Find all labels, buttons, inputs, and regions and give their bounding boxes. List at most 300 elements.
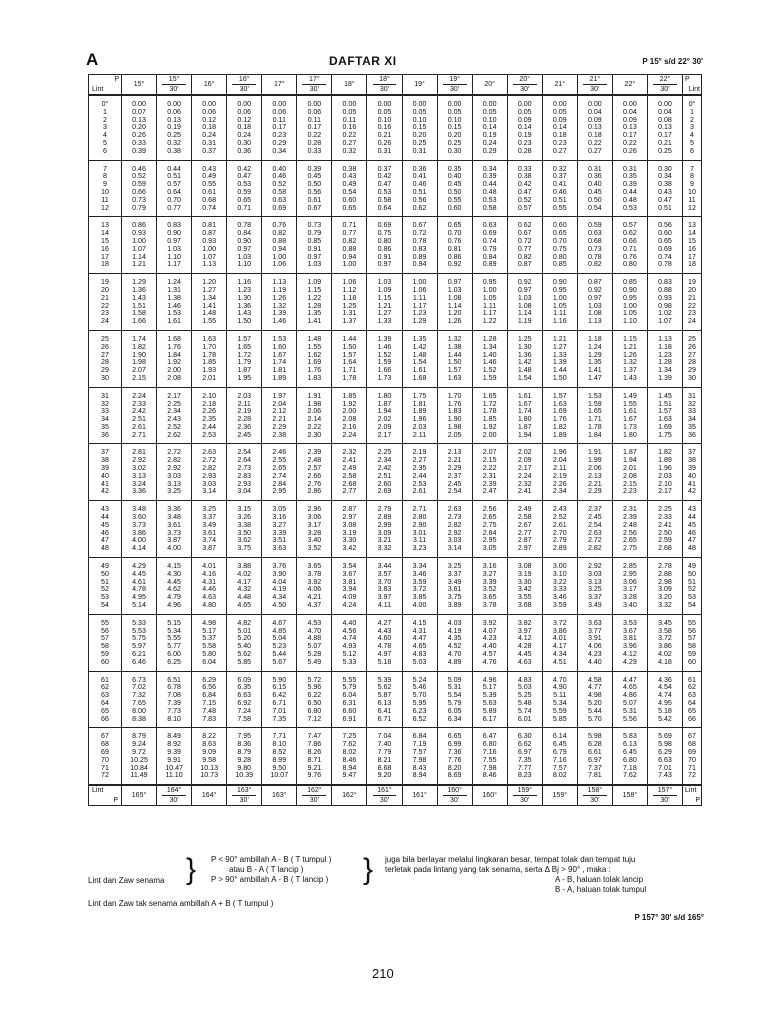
- col-minutes: 30': [583, 795, 607, 804]
- top-corner-right: [683, 75, 702, 96]
- value-cell: 2.31 2.39 2.48 2.56 2.65 2.75: [612, 501, 647, 558]
- value-cell: 2.56 2.65 2.75 2.84 2.95 3.05: [472, 501, 507, 558]
- table-row-block: [89, 217, 702, 274]
- col-minutes: 30': [302, 795, 326, 804]
- value-cell: 1.49 1.55 1.61 1.67 1.73 1.80: [612, 387, 647, 444]
- value-cell: 1.96 2.04 2.11 2.19 2.26 2.34: [542, 444, 577, 501]
- value-cell: 1.61 1.67 1.74 1.80 1.87 1.94: [507, 387, 542, 444]
- value-cell: 1.35 1.42 1.48 1.54 1.61 1.68: [402, 330, 437, 387]
- top-col-header: [192, 75, 227, 96]
- col-degree: 162°: [307, 787, 322, 795]
- value-cell: 2.85 2.95 3.06 3.17 3.28 3.40: [612, 558, 647, 615]
- corner-p-label: P: [114, 76, 119, 83]
- value-cell: 4.83 5.03 5.25 5.48 5.74 6.01: [507, 671, 542, 728]
- col-minutes: 30': [443, 795, 467, 804]
- value-cell: 6.47 6.80 7.16 7.55 7.98 8.46: [472, 728, 507, 785]
- lint-cell-right: 0° 1 2 3 4 5 6: [683, 95, 702, 160]
- col-minutes: 30': [583, 84, 607, 93]
- value-cell: 2.17 2.25 2.34 2.43 2.52 2.62: [157, 387, 192, 444]
- value-cell: 0.57 0.62 0.66 0.71 0.76 0.80: [612, 217, 647, 274]
- value-cell: 1.68 1.76 1.84 1.92 2.00 2.08: [157, 330, 192, 387]
- value-cell: 0.59 0.63 0.68 0.73 0.78 0.82: [577, 217, 612, 274]
- lint-cell-left: 7 8 9 10 11 12: [89, 160, 122, 217]
- corner-p-label: P: [113, 797, 118, 805]
- value-cell: 4.15 4.31 4.47 4.65 4.83 5.03: [402, 614, 437, 671]
- col-minutes: 30': [373, 84, 397, 93]
- value-cell: 5.69 5.98 6.29 6.63 7.01 7.43: [647, 728, 682, 785]
- value-cell: 6.51 6.78 7.08 7.39 7.73 8.10: [157, 671, 192, 728]
- value-cell: 0.62 0.67 0.72 0.77 0.82 0.87: [507, 217, 542, 274]
- table-row-block: [89, 387, 702, 444]
- col-degree: 16°: [238, 76, 250, 83]
- page-header: [0, 50, 768, 74]
- value-cell: 0.00 0.05 0.09 0.14 0.18 0.23 0.27: [542, 95, 577, 160]
- bottom-col-header: [612, 785, 647, 806]
- col-degree: 16°: [203, 81, 215, 88]
- col-degree: 18°: [379, 76, 390, 83]
- value-cell: 5.33 5.53 5.75 5.97 6.21 6.46: [122, 614, 157, 671]
- col-degree: 20°: [484, 81, 495, 88]
- value-cell: 1.87 1.94 2.01 2.08 2.15 2.23: [612, 444, 647, 501]
- value-cell: 0.38 0.43 0.49 0.54 0.60 0.65: [332, 160, 367, 217]
- value-cell: 0.69 0.75 0.80 0.86 0.91 0.97: [367, 217, 402, 274]
- value-cell: 3.72 3.86 4.01 4.17 4.34 4.51: [542, 614, 577, 671]
- lint-cell-left: 67 68 69 70 71 72: [89, 728, 122, 785]
- lint-cell-left: 43 44 45 46 47 48: [89, 501, 122, 558]
- table-row-block: [89, 330, 702, 387]
- value-cell: 2.96 3.06 3.17 3.28 3.40 3.52: [297, 501, 332, 558]
- value-cell: 4.70 4.90 5.11 5.34 5.59 5.85: [542, 671, 577, 728]
- value-cell: 1.75 1.81 1.89 1.96 2.03 2.11: [402, 387, 437, 444]
- note-juga-line1: juga bila berlayar melalui lingkaran besar, tempat tolak dan tempat tuju: [385, 855, 636, 864]
- value-cell: 0.76 0.82 0.88 0.94 1.00 1.06: [262, 217, 297, 274]
- value-cell: 2.71 2.80 2.90 3.01 3.11 3.23: [402, 501, 437, 558]
- value-cell: 0.60 0.65 0.70 0.75 0.80 0.85: [542, 217, 577, 274]
- note-p-lt-90: P < 90° ambillah A - B ( T tumpul ): [211, 855, 332, 864]
- value-cell: 7.95 8.36 8.79 9.28 9.80 10.39: [227, 728, 262, 785]
- value-cell: 2.54 2.64 2.73 2.83 2.93 3.04: [227, 444, 262, 501]
- value-cell: 1.28 1.34 1.40 1.46 1.52 1.59: [472, 330, 507, 387]
- value-cell: 2.81 2.92 3.02 3.13 3.24 3.36: [122, 444, 157, 501]
- bottom-col-header: [262, 785, 297, 806]
- value-cell: 0.31 0.35 0.39 0.44 0.48 0.53: [612, 160, 647, 217]
- col-degree: 164°: [166, 787, 182, 795]
- bottom-col-header: [192, 785, 227, 806]
- value-cell: 0.42 0.47 0.53 0.59 0.65 0.71: [227, 160, 262, 217]
- value-cell: 3.25 3.37 3.49 3.61 3.74 3.87: [192, 501, 227, 558]
- value-cell: 0.83 0.90 0.97 1.03 1.10 1.17: [157, 217, 192, 274]
- lint-cell-right: 13 14 15 16 17 18: [683, 217, 702, 274]
- value-cell: 4.98 5.17 5.37 5.58 5.80 6.04: [192, 614, 227, 671]
- value-cell: 1.63 1.70 1.78 1.85 1.93 2.01: [192, 330, 227, 387]
- bottom-col-header: [542, 785, 577, 806]
- lint-cell-left: 31 32 33 34 35 36: [89, 387, 122, 444]
- lint-cell-right: 55 56 57 58 59 60: [683, 614, 702, 671]
- angle-range-bottom: P 157° 30' s/d 165°: [634, 913, 704, 922]
- value-cell: 1.25 1.30 1.36 1.42 1.48 1.54: [507, 330, 542, 387]
- value-cell: 4.96 5.17 5.39 5.63 5.89 6.17: [472, 671, 507, 728]
- top-col-header: [437, 75, 472, 96]
- note-b-minus-a: B - A, haluan tolak tumpul: [555, 885, 647, 894]
- value-cell: 0.00 0.05 0.10 0.15 0.20 0.25 0.30: [437, 95, 472, 160]
- value-cell: 0.67 0.72 0.78 0.83 0.89 0.94: [402, 217, 437, 274]
- col-degree: 165°: [131, 792, 147, 800]
- value-cell: 3.08 3.19 3.30 3.42 3.55 3.68: [507, 558, 542, 615]
- lint-cell-right: 7 8 9 10 11 12: [683, 160, 702, 217]
- value-cell: 0.33 0.38 0.42 0.47 0.52 0.57: [507, 160, 542, 217]
- value-cell: 2.46 2.55 2.65 2.74 2.84 2.95: [262, 444, 297, 501]
- col-degree: 162°: [342, 792, 357, 800]
- value-cell: 6.84 7.19 7.57 7.98 8.43 8.94: [402, 728, 437, 785]
- value-cell: 0.34 0.39 0.44 0.48 0.53 0.58: [472, 160, 507, 217]
- top-col-header: [332, 75, 367, 96]
- bottom-col-header: [157, 785, 192, 806]
- value-cell: 4.47 4.65 4.86 5.07 5.31 5.56: [612, 671, 647, 728]
- value-cell: 4.15 4.30 4.45 4.62 4.79 4.96: [157, 558, 192, 615]
- lint-cell-left: 49 50 51 52 53 54: [89, 558, 122, 615]
- value-cell: 0.32 0.37 0.41 0.46 0.51 0.55: [542, 160, 577, 217]
- value-cell: 5.39 5.62 5.87 6.13 6.41 6.71: [367, 671, 402, 728]
- value-cell: 1.53 1.60 1.67 1.74 1.81 1.89: [262, 330, 297, 387]
- col-degree: 160°: [447, 787, 462, 795]
- value-cell: 4.53 4.70 4.88 5.07 5.28 5.49: [297, 614, 332, 671]
- col-degree: 20°: [519, 76, 531, 83]
- value-cell: 2.32 2.41 2.49 2.58 2.68 2.77: [332, 444, 367, 501]
- value-cell: 1.48 1.55 1.62 1.69 1.76 1.83: [297, 330, 332, 387]
- lint-cell-right: 61 62 63 64 65 66: [683, 671, 702, 728]
- page-title: DAFTAR XI: [329, 54, 397, 68]
- col-degree: 18°: [344, 81, 355, 88]
- table-row-block: [89, 558, 702, 615]
- value-cell: 4.40 4.56 4.74 4.93 5.12 5.33: [332, 614, 367, 671]
- value-cell: 0.43 0.49 0.55 0.61 0.68 0.74: [192, 160, 227, 217]
- value-cell: 1.09 1.15 1.22 1.28 1.35 1.41: [297, 274, 332, 331]
- col-minutes: 30': [162, 84, 186, 93]
- value-cell: 0.86 0.93 1.00 1.07 1.14 1.21: [122, 217, 157, 274]
- value-cell: 2.39 2.48 2.57 2.66 2.76 2.86: [297, 444, 332, 501]
- value-cell: 0.00 0.04 0.08 0.13 0.17 0.21 0.25: [647, 95, 682, 160]
- value-cell: 2.19 2.27 2.35 2.44 2.53 2.61: [402, 444, 437, 501]
- table-row-block: [89, 274, 702, 331]
- value-cell: 1.80 1.87 1.94 2.02 2.09 2.17: [367, 387, 402, 444]
- value-cell: 1.00 1.06 1.11 1.17 1.23 1.29: [402, 274, 437, 331]
- bottom-col-header: [647, 785, 682, 806]
- value-cell: 0.00 0.05 0.11 0.16 0.22 0.27 0.32: [332, 95, 367, 160]
- value-cell: 3.44 3.57 3.70 3.83 3.97 4.11: [367, 558, 402, 615]
- value-cell: 0.71 0.77 0.82 0.88 0.94 1.00: [332, 217, 367, 274]
- top-col-header: [262, 75, 297, 96]
- value-cell: 0.35 0.40 0.45 0.50 0.55 0.60: [437, 160, 472, 217]
- value-cell: 2.63 2.72 2.82 2.93 3.03 3.14: [192, 444, 227, 501]
- lint-cell-right: 31 32 33 34 35 36: [683, 387, 702, 444]
- value-cell: 1.91 1.98 2.06 2.14 2.22 2.30: [297, 387, 332, 444]
- value-cell: 1.44 1.50 1.57 1.64 1.71 1.78: [332, 330, 367, 387]
- value-cell: 3.36 3.48 3.61 3.73 3.87 4.00: [157, 501, 192, 558]
- value-cell: 0.39 0.45 0.50 0.56 0.61 0.67: [297, 160, 332, 217]
- value-cell: 1.70 1.76 1.83 1.90 1.98 2.05: [437, 387, 472, 444]
- bottom-col-header: [402, 785, 437, 806]
- table-row-block: [89, 728, 702, 785]
- col-degree: 15°: [133, 81, 145, 88]
- value-cell: 3.15 3.26 3.38 3.50 3.62 3.75: [227, 501, 262, 558]
- value-cell: 8.79 9.24 9.72 10.25 10.84 11.49: [122, 728, 157, 785]
- value-cell: 1.13 1.18 1.23 1.28 1.34 1.39: [647, 330, 682, 387]
- value-cell: 0.63 0.69 0.74 0.79 0.84 0.89: [472, 217, 507, 274]
- value-cell: 5.24 5.46 5.70 5.95 6.23 6.52: [402, 671, 437, 728]
- corner-lint-label: Lint: [685, 787, 697, 795]
- col-degree: 19°: [449, 76, 460, 83]
- value-cell: 2.37 2.45 2.54 2.63 2.72 2.82: [577, 501, 612, 558]
- value-cell: 6.73 7.02 7.32 7.65 8.00 8.38: [122, 671, 157, 728]
- value-cell: 3.25 3.37 3.49 3.61 3.75 3.89: [437, 558, 472, 615]
- value-cell: 1.45 1.51 1.57 1.63 1.69 1.75: [647, 387, 682, 444]
- value-cell: 2.24 2.33 2.42 2.51 2.61 2.71: [122, 387, 157, 444]
- value-cell: 1.29 1.36 1.43 1.51 1.58 1.66: [122, 274, 157, 331]
- value-cell: 7.25 7.62 8.02 8.46 8.94 9.47: [332, 728, 367, 785]
- col-degree: 163°: [236, 787, 252, 795]
- value-cell: 2.78 2.88 2.98 3.09 3.20 3.32: [647, 558, 682, 615]
- col-degree: 161°: [377, 787, 392, 795]
- value-cell: 1.20 1.27 1.34 1.41 1.48 1.55: [192, 274, 227, 331]
- value-cell: 0.00 0.05 0.10 0.15 0.20 0.25 0.31: [402, 95, 437, 160]
- value-cell: 2.92 3.03 3.13 3.25 3.37 3.49: [577, 558, 612, 615]
- value-cell: 0.00 0.06 0.13 0.19 0.25 0.32 0.38: [157, 95, 192, 160]
- col-degree: 161°: [412, 792, 427, 800]
- value-cell: 2.03 2.11 2.19 2.28 2.36 2.45: [227, 387, 262, 444]
- value-cell: 2.25 2.33 2.41 2.50 2.59 2.68: [647, 501, 682, 558]
- col-minutes: 30': [513, 795, 537, 804]
- top-col-header: [577, 75, 612, 96]
- lint-cell-right: 19 20 21 22 23 24: [683, 274, 702, 331]
- value-cell: 1.03 1.09 1.15 1.21 1.27 1.33: [367, 274, 402, 331]
- value-cell: 0.81 0.87 0.93 1.00 1.07 1.13: [192, 217, 227, 274]
- page-number: 210: [372, 966, 394, 981]
- top-col-header: [542, 75, 577, 96]
- value-cell: 2.13 2.21 2.29 2.37 2.45 2.54: [437, 444, 472, 501]
- bottom-corner-right: [683, 785, 702, 806]
- col-degree: 158°: [622, 792, 638, 800]
- value-cell: 0.92 0.97 1.03 1.08 1.14 1.19: [507, 274, 542, 331]
- value-cell: 0.00 0.05 0.09 0.14 0.19 0.23 0.28: [507, 95, 542, 160]
- lint-cell-left: 55 56 57 58 59 60: [89, 614, 122, 671]
- value-cell: 4.29 4.45 4.61 4.78 4.95 5.14: [122, 558, 157, 615]
- col-degree: 163°: [272, 792, 287, 800]
- value-cell: 0.65 0.70 0.76 0.81 0.86 0.92: [437, 217, 472, 274]
- col-degree: 164°: [201, 792, 217, 800]
- lint-cell-left: 19 20 21 22 23 24: [89, 274, 122, 331]
- value-cell: 7.71 8.10 8.52 8.99 9.50 10.07: [262, 728, 297, 785]
- value-cell: 8.22 8.63 9.09 9.58 10.13 10.73: [192, 728, 227, 785]
- angle-range-top: P 15° s/d 22° 30': [642, 57, 703, 66]
- value-cell: 2.07 2.15 2.22 2.31 2.39 2.47: [472, 444, 507, 501]
- lint-cell-right: 49 50 51 52 53 54: [683, 558, 702, 615]
- top-col-header: [402, 75, 437, 96]
- top-col-header: [472, 75, 507, 96]
- value-cell: 0.00 0.06 0.12 0.18 0.24 0.31 0.37: [192, 95, 227, 160]
- col-degree: 17°: [273, 81, 285, 88]
- value-cell: 3.63 3.77 3.91 4.06 4.23 4.40: [577, 614, 612, 671]
- value-cell: 1.53 1.59 1.65 1.71 1.78 1.84: [577, 387, 612, 444]
- note-great-circle: [385, 855, 705, 895]
- value-cell: 1.97 2.04 2.12 2.21 2.29 2.38: [262, 387, 297, 444]
- value-cell: 1.06 1.12 1.18 1.25 1.31 1.37: [332, 274, 367, 331]
- value-cell: 1.18 1.24 1.29 1.35 1.41 1.47: [577, 330, 612, 387]
- value-cell: 6.09 6.35 6.63 6.92 7.24 7.58: [227, 671, 262, 728]
- lint-cell-right: 67 68 69 70 71 72: [683, 728, 702, 785]
- lint-cell-right: 25 26 27 28 29 30: [683, 330, 702, 387]
- bottom-col-header: [332, 785, 367, 806]
- value-cell: 0.73 0.79 0.85 0.91 0.97 1.03: [297, 217, 332, 274]
- value-cell: 3.54 3.67 3.81 3.94 4.09 4.24: [332, 558, 367, 615]
- value-cell: 0.95 1.00 1.05 1.11 1.17 1.22: [472, 274, 507, 331]
- table-row-block: [89, 501, 702, 558]
- col-minutes: 30': [653, 795, 677, 804]
- value-cell: 0.87 0.92 0.97 1.03 1.08 1.13: [577, 274, 612, 331]
- bottom-col-header: [507, 785, 542, 806]
- col-degree: 159°: [552, 792, 568, 800]
- value-cell: 6.30 6.62 6.97 7.35 7.77 8.23: [507, 728, 542, 785]
- value-cell: 5.98 6.28 6.61 6.97 7.37 7.81: [577, 728, 612, 785]
- value-cell: 1.82 1.89 1.96 2.03 2.10 2.17: [647, 444, 682, 501]
- corner-p-label: P: [695, 797, 700, 805]
- header-row-bottom: [89, 785, 702, 806]
- note-atau: atau B - A ( T lancip ): [229, 865, 304, 874]
- daftar-xi-table: [88, 74, 702, 806]
- table-letter: A: [86, 50, 99, 69]
- top-col-header: [507, 75, 542, 96]
- note-p-gt-90: P > 90° ambillah A - B ( T lancip ): [211, 875, 329, 884]
- value-cell: 0.36 0.41 0.46 0.51 0.56 0.62: [402, 160, 437, 217]
- top-corner-left: [89, 75, 122, 96]
- lint-cell-left: 0° 1 2 3 4 5 6: [89, 95, 122, 160]
- table-row-block: [89, 160, 702, 217]
- value-cell: 3.76 3.90 4.04 4.19 4.34 4.50: [262, 558, 297, 615]
- value-cell: 0.00 0.06 0.12 0.18 0.24 0.30 0.36: [227, 95, 262, 160]
- value-cell: 0.00 0.04 0.09 0.13 0.18 0.22 0.27: [577, 95, 612, 160]
- value-cell: 1.74 1.82 1.90 1.98 2.07 2.15: [122, 330, 157, 387]
- top-col-header: [227, 75, 262, 96]
- note-juga-line2: terletak pada lintang yang tak senama, serta Δ Bj > 90° , maka :: [385, 865, 611, 874]
- lint-cell-right: 43 44 45 46 47 48: [683, 501, 702, 558]
- col-minutes: 30': [232, 795, 256, 804]
- value-cell: 5.09 5.31 5.54 5.79 6.05 6.34: [437, 671, 472, 728]
- col-degree: 17°: [309, 76, 320, 83]
- value-cell: 2.10 2.18 2.26 2.35 2.44 2.53: [192, 387, 227, 444]
- value-cell: 2.63 2.73 2.82 2.92 3.03 3.14: [437, 501, 472, 558]
- value-cell: 3.65 3.78 3.92 4.06 4.21 4.37: [297, 558, 332, 615]
- value-cell: 0.97 1.03 1.08 1.14 1.20 1.26: [437, 274, 472, 331]
- col-minutes: 30': [302, 84, 326, 93]
- value-cell: 1.91 1.99 2.06 2.13 2.21 2.29: [577, 444, 612, 501]
- value-cell: 7.04 7.40 7.79 8.21 8.68 9.20: [367, 728, 402, 785]
- col-degree: 19°: [414, 81, 425, 88]
- bottom-col-header: [472, 785, 507, 806]
- value-cell: 3.16 3.27 3.39 3.52 3.65 3.78: [472, 558, 507, 615]
- value-cell: 0.00 0.07 0.13 0.20 0.26 0.33 0.39: [122, 95, 157, 160]
- header-row-top: [89, 75, 702, 96]
- col-degree: 21°: [554, 81, 566, 88]
- corner-p-label: P: [685, 76, 690, 83]
- col-minutes: 30': [373, 795, 397, 804]
- value-cell: 1.16 1.23 1.30 1.36 1.43 1.50: [227, 274, 262, 331]
- value-cell: 0.31 0.36 0.40 0.45 0.50 0.54: [577, 160, 612, 217]
- value-cell: 3.88 4.02 4.17 4.32 4.48 4.65: [227, 558, 262, 615]
- top-col-header: [122, 75, 157, 96]
- value-cell: 4.36 4.54 4.74 4.95 5.18 5.42: [647, 671, 682, 728]
- col-degree: 22°: [624, 81, 636, 88]
- value-cell: 3.92 4.07 4.23 4.40 4.57 4.76: [472, 614, 507, 671]
- value-cell: 3.45 3.58 3.72 3.86 4.02 4.18: [647, 614, 682, 671]
- bottom-corner-left: [89, 785, 122, 806]
- value-cell: 4.58 4.77 4.98 5.20 5.44 5.70: [577, 671, 612, 728]
- value-cell: 5.83 6.13 6.45 6.80 7.18 7.62: [612, 728, 647, 785]
- value-cell: 5.15 5.34 5.55 5.77 6.00 6.25: [157, 614, 192, 671]
- value-cell: 0.30 0.34 0.38 0.43 0.47 0.51: [647, 160, 682, 217]
- bottom-col-header: [297, 785, 332, 806]
- value-cell: 0.37 0.42 0.47 0.53 0.58 0.64: [367, 160, 402, 217]
- value-cell: 1.85 1.92 2.00 2.08 2.16 2.24: [332, 387, 367, 444]
- top-col-header: [157, 75, 192, 96]
- value-cell: 7.47 7.86 8.26 8.71 9.21 9.76: [297, 728, 332, 785]
- value-cell: 5.90 6.15 6.42 6.71 7.01 7.35: [262, 671, 297, 728]
- lint-cell-right: 37 38 39 40 41 42: [683, 444, 702, 501]
- note-rules: [211, 855, 331, 885]
- table-row-block: [89, 614, 702, 671]
- bottom-col-header: [367, 785, 402, 806]
- value-cell: 4.82 5.01 5.20 5.40 5.62 5.85: [227, 614, 262, 671]
- value-cell: 2.43 2.52 2.61 2.70 2.79 2.89: [542, 501, 577, 558]
- bottom-col-header: [577, 785, 612, 806]
- col-degree: 22°: [659, 76, 671, 83]
- value-cell: 0.40 0.46 0.52 0.58 0.63 0.69: [262, 160, 297, 217]
- value-cell: 0.46 0.52 0.59 0.66 0.73 0.79: [122, 160, 157, 217]
- col-degree: 157°: [657, 787, 673, 795]
- value-cell: 4.67 4.85 5.04 5.23 5.44 5.67: [262, 614, 297, 671]
- value-cell: 0.00 0.06 0.11 0.17 0.22 0.28 0.33: [297, 95, 332, 160]
- top-col-header: [367, 75, 402, 96]
- value-cell: 0.00 0.04 0.09 0.13 0.17 0.22 0.26: [612, 95, 647, 160]
- value-cell: 0.56 0.60 0.65 0.69 0.74 0.78: [647, 217, 682, 274]
- value-cell: 0.00 0.05 0.10 0.14 0.19 0.24 0.29: [472, 95, 507, 160]
- col-degree: 158°: [587, 787, 603, 795]
- value-cell: 4.03 4.19 4.35 4.52 4.70 4.89: [437, 614, 472, 671]
- value-cell: 1.21 1.27 1.33 1.39 1.44 1.50: [542, 330, 577, 387]
- note-lint-zaw-senama: Lint dan Zaw senama: [88, 876, 165, 885]
- value-cell: 6.29 6.56 6.84 7.15 7.48 7.83: [192, 671, 227, 728]
- col-degree: 159°: [517, 787, 532, 795]
- value-cell: 1.32 1.38 1.44 1.50 1.57 1.63: [437, 330, 472, 387]
- value-cell: 3.34 3.46 3.59 3.72 3.85 4.00: [402, 558, 437, 615]
- brace-left: }: [186, 853, 197, 886]
- table-row-block: [89, 95, 702, 160]
- lint-cell-left: 25 26 27 28 29 30: [89, 330, 122, 387]
- bottom-col-header: [122, 785, 157, 806]
- value-cell: 5.55 5.79 6.04 6.31 6.60 6.91: [332, 671, 367, 728]
- bottom-col-header: [437, 785, 472, 806]
- value-cell: 1.13 1.19 1.26 1.32 1.39 1.46: [262, 274, 297, 331]
- corner-lint-label: Lint: [92, 787, 104, 795]
- value-cell: 4.27 4.43 4.60 4.78 4.97 5.18: [367, 614, 402, 671]
- value-cell: 8.49 8.92 9.39 9.91 10.47 11.10: [157, 728, 192, 785]
- col-minutes: 30': [443, 84, 467, 93]
- top-col-header: [612, 75, 647, 96]
- value-cell: 2.79 2.89 2.99 3.09 3.21 3.32: [367, 501, 402, 558]
- corner-lint-label: Lint: [92, 86, 104, 93]
- value-cell: 6.65 6.99 7.36 7.76 8.20 8.69: [437, 728, 472, 785]
- value-cell: 1.15 1.21 1.26 1.32 1.37 1.43: [612, 330, 647, 387]
- value-cell: 0.83 0.88 0.93 0.98 1.02 1.07: [647, 274, 682, 331]
- value-cell: 2.49 2.58 2.67 2.77 2.87 2.97: [507, 501, 542, 558]
